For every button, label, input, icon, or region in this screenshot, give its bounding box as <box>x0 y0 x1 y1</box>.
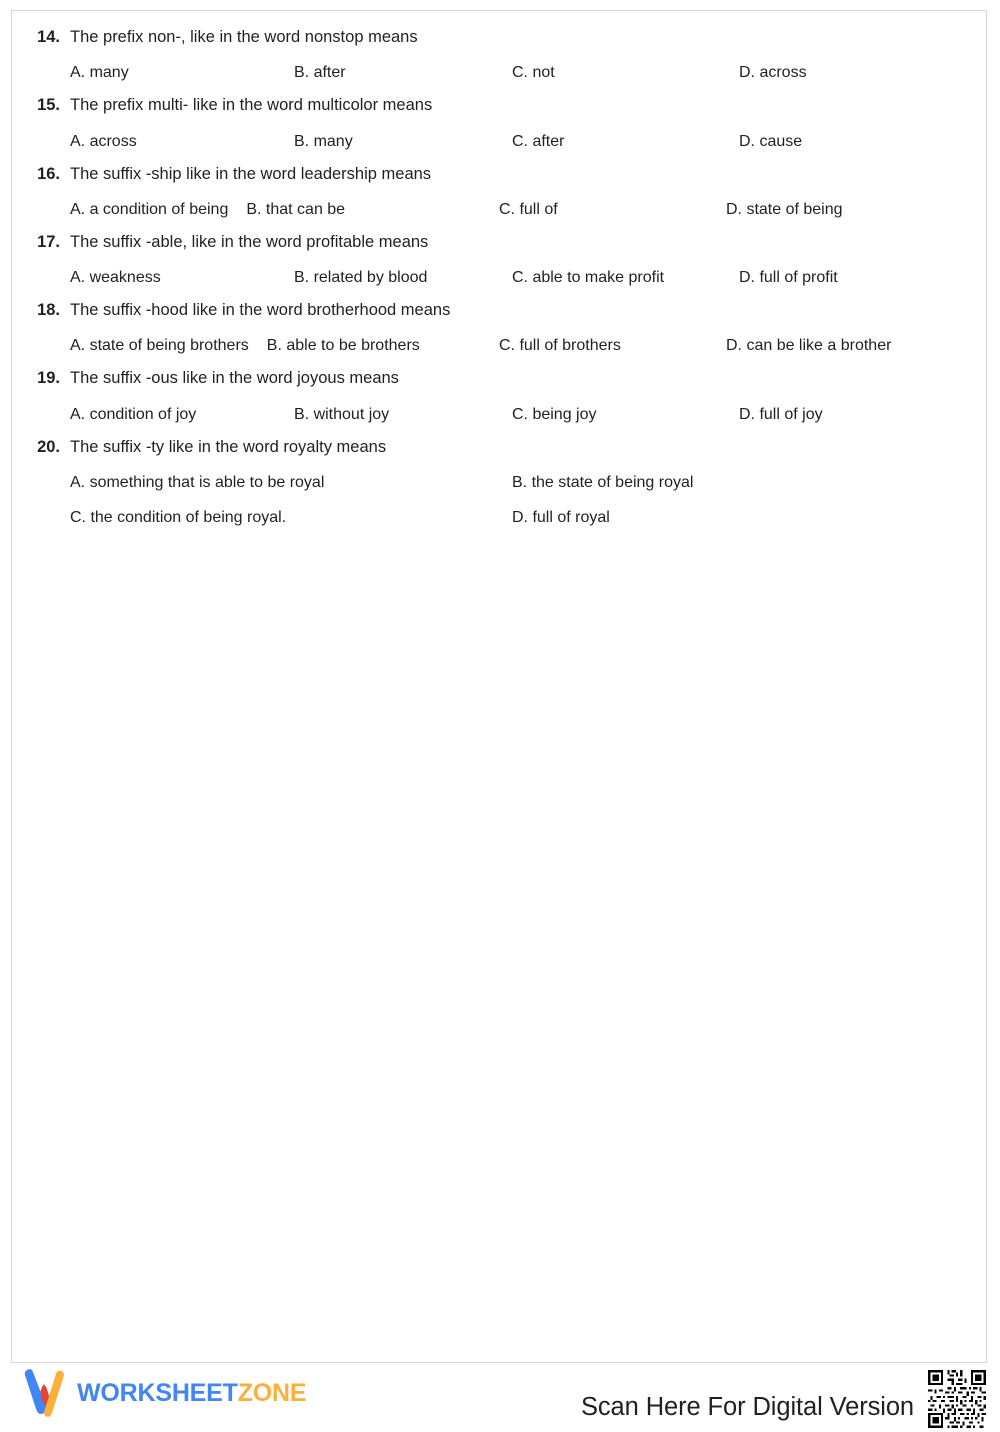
answer-option[interactable]: A. across <box>70 132 137 150</box>
question-number: 15. <box>37 96 60 115</box>
options-row <box>12 64 986 82</box>
logo-wordmark <box>77 1379 306 1406</box>
options-row <box>12 406 986 424</box>
answer-option[interactable]: B. able to be brothers <box>266 337 420 355</box>
logo-text-worksheet: WORKSHEET <box>77 1378 238 1407</box>
answer-option[interactable]: D. full of profit <box>739 269 838 287</box>
question-number: 20. <box>37 437 60 456</box>
question-text: The prefix non-, like in the word nonstop means <box>70 28 418 46</box>
options-row <box>12 269 986 287</box>
answer-option[interactable]: B. after <box>294 64 346 82</box>
question-prompt <box>12 231 986 253</box>
answer-option[interactable]: C. being joy <box>512 405 597 423</box>
question-prompt <box>12 94 986 116</box>
answer-option[interactable]: D. state of being <box>726 200 843 218</box>
options-row <box>12 337 986 355</box>
answer-option[interactable]: D. full of joy <box>739 405 823 423</box>
options-row <box>12 474 986 492</box>
answer-option[interactable]: C. full of brothers <box>499 337 621 355</box>
page-footer <box>0 1363 1000 1421</box>
worksheet-zone-w-logo-icon <box>20 1369 68 1415</box>
question-block <box>12 26 986 82</box>
question-number: 17. <box>37 232 60 251</box>
answer-option[interactable]: B. that can be <box>246 200 346 218</box>
answer-option[interactable]: D. can be like a brother <box>726 337 892 355</box>
answer-option[interactable]: A. weakness <box>70 269 161 287</box>
question-number: 14. <box>37 28 60 46</box>
answer-option[interactable]: D. across <box>739 64 807 82</box>
question-text: The suffix -able, like in the word profitable means <box>70 232 429 251</box>
question-block <box>12 299 986 355</box>
answer-option[interactable]: C. full of <box>499 200 558 218</box>
question-prompt <box>12 367 986 389</box>
question-text: The suffix -hood like in the word brotherhood means <box>70 301 451 320</box>
answer-option[interactable]: C. not <box>512 64 555 82</box>
question-text: The suffix -ship like in the word leadership means <box>70 164 432 183</box>
question-text: The prefix multi- like in the word multicolor means <box>70 96 433 115</box>
answer-option[interactable]: D. full of royal <box>512 508 610 526</box>
question-text: The suffix -ous like in the word joyous means <box>70 369 399 388</box>
question-block <box>12 231 986 287</box>
qr-code-icon[interactable] <box>924 1366 990 1432</box>
question-block <box>12 94 986 150</box>
answer-option[interactable]: A. something that is able to be royal <box>70 473 325 491</box>
answer-option[interactable]: C. after <box>512 132 565 150</box>
question-block <box>12 367 986 423</box>
answer-option[interactable]: C. the condition of being royal. <box>70 508 287 526</box>
answer-option[interactable]: A. condition of joy <box>70 405 197 423</box>
question-prompt <box>12 163 986 185</box>
scan-here-label: Scan Here For Digital Version <box>581 1392 914 1421</box>
answer-option[interactable]: C. able to make profit <box>512 269 665 287</box>
question-prompt <box>12 436 986 458</box>
question-number: 16. <box>37 164 60 183</box>
question-text: The suffix -ty like in the word royalty means <box>70 437 387 456</box>
logo-text-zone: ZONE <box>237 1378 307 1407</box>
answer-option[interactable]: A. many <box>70 64 129 82</box>
question-number: 19. <box>37 369 60 388</box>
answer-option[interactable]: B. the state of being royal <box>512 473 694 491</box>
options-row <box>12 509 986 527</box>
answer-option[interactable]: B. many <box>294 132 353 150</box>
answer-option[interactable]: B. related by blood <box>294 269 428 287</box>
scan-digital-version <box>581 1363 990 1429</box>
answer-option[interactable]: B. without joy <box>294 405 390 423</box>
question-prompt <box>12 26 986 48</box>
question-prompt <box>12 299 986 321</box>
answer-option[interactable]: D. cause <box>739 132 803 150</box>
questions-list <box>12 11 986 539</box>
question-block <box>12 163 986 219</box>
options-row <box>12 201 986 219</box>
question-number: 18. <box>37 301 60 320</box>
answer-option[interactable]: A. state of being brothers <box>70 337 249 355</box>
worksheet-zone-logo <box>20 1369 306 1415</box>
content-frame <box>11 10 987 1363</box>
answer-option[interactable]: A. a condition of being <box>70 200 229 218</box>
options-row <box>12 133 986 151</box>
question-block <box>12 436 986 527</box>
